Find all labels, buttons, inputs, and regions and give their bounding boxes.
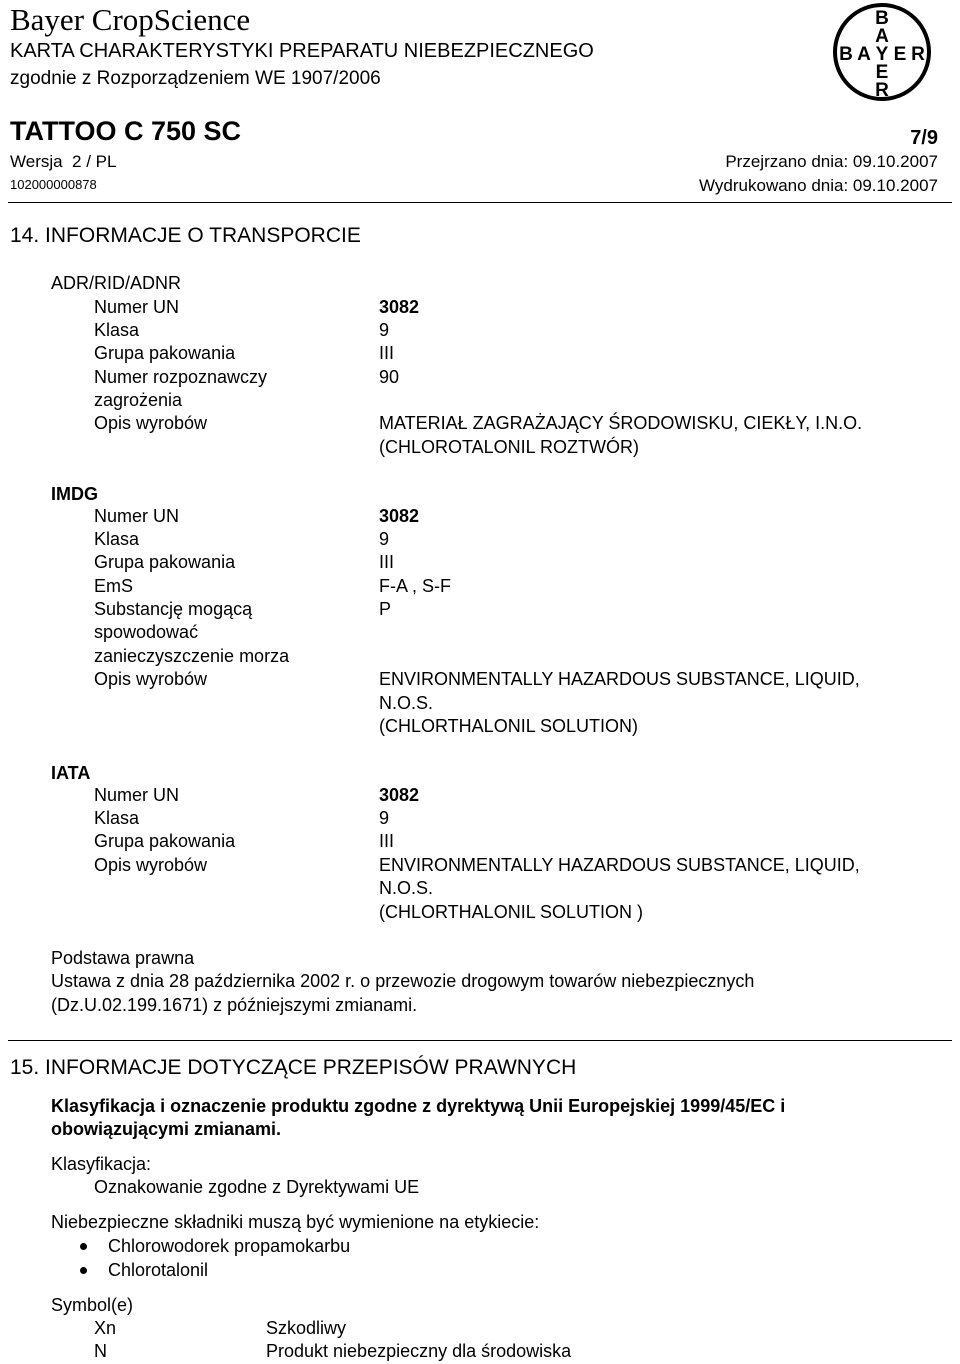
adr-class-label: Klasa — [94, 320, 140, 340]
page-number: 7/9 — [910, 127, 938, 149]
adr-un-label: Numer UN — [94, 297, 180, 317]
company-name: Bayer CropScience — [10, 2, 251, 37]
bayer-logo-icon — [832, 2, 932, 102]
symbol-code: N — [94, 1341, 107, 1361]
adr-desc-value-1: MATERIAŁ ZAGRAŻAJĄCY ŚRODOWISKU, CIEKŁY, I.N.O. — [379, 413, 863, 433]
iata-pg-label: Grupa pakowania — [94, 831, 236, 851]
iata-class-value: 9 — [379, 808, 390, 828]
printed-date: Wydrukowano dnia: 09.10.2007 — [699, 176, 938, 195]
imdg-mp-label-3: zanieczyszczenie morza — [94, 646, 290, 666]
svg-text:R: R — [911, 44, 925, 65]
svg-text:A: A — [857, 44, 871, 65]
svg-text:B: B — [839, 44, 853, 65]
svg-text:E: E — [875, 62, 889, 83]
adr-hazid-label-1: Numer rozpoznawczy — [94, 367, 268, 387]
section-15-intro-1: Klasyfikacja i oznaczenie produktu zgodne z dyrektywą Unii Europejskiej 1999/45/EC i — [51, 1096, 786, 1116]
iata-un-label: Numer UN — [94, 785, 180, 805]
adr-hazid-label-2: zagrożenia — [94, 390, 183, 410]
iata-heading: IATA — [51, 763, 91, 783]
classification-label: Klasyfikacja: — [51, 1154, 152, 1174]
iata-desc-value-2: N.O.S. — [379, 878, 434, 898]
imdg-pg-value: III — [379, 552, 395, 572]
classification-value: Oznakowanie zgodne z Dyrektywami UE — [94, 1177, 420, 1197]
imdg-un-value: 3082 — [379, 506, 420, 526]
svg-text:Y: Y — [875, 44, 889, 65]
imdg-mp-label-2: spowodować — [94, 622, 199, 642]
revised-date: Przejrzano dnia: 09.10.2007 — [725, 152, 938, 171]
regulation-line: zgodnie z Rozporządzeniem WE 1907/2006 — [10, 68, 381, 89]
adr-desc-value-2: (CHLOROTALONIL ROZTWÓR) — [379, 437, 639, 457]
iata-pg-value: III — [379, 831, 395, 851]
adr-heading: ADR/RID/ADNR — [51, 273, 182, 293]
symbols-label: Symbol(e) — [51, 1295, 134, 1315]
adr-un-value: 3082 — [379, 297, 420, 317]
document-title: KARTA CHARAKTERYSTYKI PREPARATU NIEBEZPIECZNEGO — [10, 40, 594, 62]
version-value: 2 / PL — [72, 152, 117, 171]
svg-text:A: A — [875, 26, 889, 47]
symbol-code: Xn — [94, 1318, 117, 1338]
imdg-class-label: Klasa — [94, 529, 140, 549]
imdg-un-label: Numer UN — [94, 506, 180, 526]
imdg-desc-label: Opis wyrobów — [94, 669, 208, 689]
imdg-class-value: 9 — [379, 529, 390, 549]
symbol-text: Produkt niebezpieczny dla środowiska — [266, 1341, 572, 1361]
adr-class-value: 9 — [379, 320, 390, 340]
iata-desc-value-3: (CHLORTHALONIL SOLUTION ) — [379, 902, 644, 922]
section-15-title: 15. INFORMACJE DOTYCZĄCE PRZEPISÓW PRAWNYCH — [10, 1056, 577, 1079]
imdg-desc-value-2: N.O.S. — [379, 693, 434, 713]
adr-hazid-value: 90 — [379, 367, 400, 387]
bullet-icon — [80, 1267, 87, 1274]
ingredient-item: Chlorotalonil — [108, 1260, 209, 1280]
section-14-title: 14. INFORMACJE O TRANSPORCIE — [10, 224, 361, 247]
imdg-ems-value: F-A , S-F — [379, 576, 451, 596]
product-name: TATTOO C 750 SC — [10, 116, 242, 146]
svg-text:B: B — [875, 8, 889, 29]
imdg-pg-label: Grupa pakowania — [94, 552, 236, 572]
version-label: Wersja — [10, 152, 63, 171]
adr-pg-value: III — [379, 343, 395, 363]
symbol-text: Szkodliwy — [266, 1318, 347, 1338]
imdg-desc-value-1: ENVIRONMENTALLY HAZARDOUS SUBSTANCE, LIQUID, — [379, 669, 860, 689]
legal-basis-label: Podstawa prawna — [51, 948, 195, 968]
section-divider — [8, 1040, 952, 1041]
header-divider — [8, 202, 952, 203]
legal-basis-text-2: (Dz.U.02.199.1671) z późniejszymi zmianami. — [51, 995, 418, 1015]
iata-desc-label: Opis wyrobów — [94, 855, 208, 875]
imdg-mp-value: P — [379, 599, 392, 619]
section-15-intro-2: obowiązującymi zmianami. — [51, 1119, 282, 1139]
imdg-ems-label: EmS — [94, 576, 134, 596]
imdg-heading: IMDG — [51, 484, 98, 504]
ingredients-label: Niebezpieczne składniki muszą być wymienione na etykiecie: — [51, 1212, 540, 1232]
iata-desc-value-1: ENVIRONMENTALLY HAZARDOUS SUBSTANCE, LIQUID, — [379, 855, 860, 875]
imdg-mp-label-1: Substancję mogącą — [94, 599, 253, 619]
svg-text:E: E — [893, 44, 907, 65]
legal-basis-text-1: Ustawa z dnia 28 października 2002 r. o przewozie drogowym towarów niebezpiecznych — [51, 971, 755, 991]
version-info — [10, 152, 116, 172]
imdg-desc-value-3: (CHLORTHALONIL SOLUTION) — [379, 716, 639, 736]
iata-un-value: 3082 — [379, 785, 420, 805]
bullet-icon — [80, 1243, 87, 1250]
document-code: 102000000878 — [10, 177, 97, 192]
adr-pg-label: Grupa pakowania — [94, 343, 236, 363]
ingredient-item: Chlorowodorek propamokarbu — [108, 1236, 351, 1256]
iata-class-label: Klasa — [94, 808, 140, 828]
svg-text:R: R — [875, 80, 889, 101]
adr-desc-label: Opis wyrobów — [94, 413, 208, 433]
